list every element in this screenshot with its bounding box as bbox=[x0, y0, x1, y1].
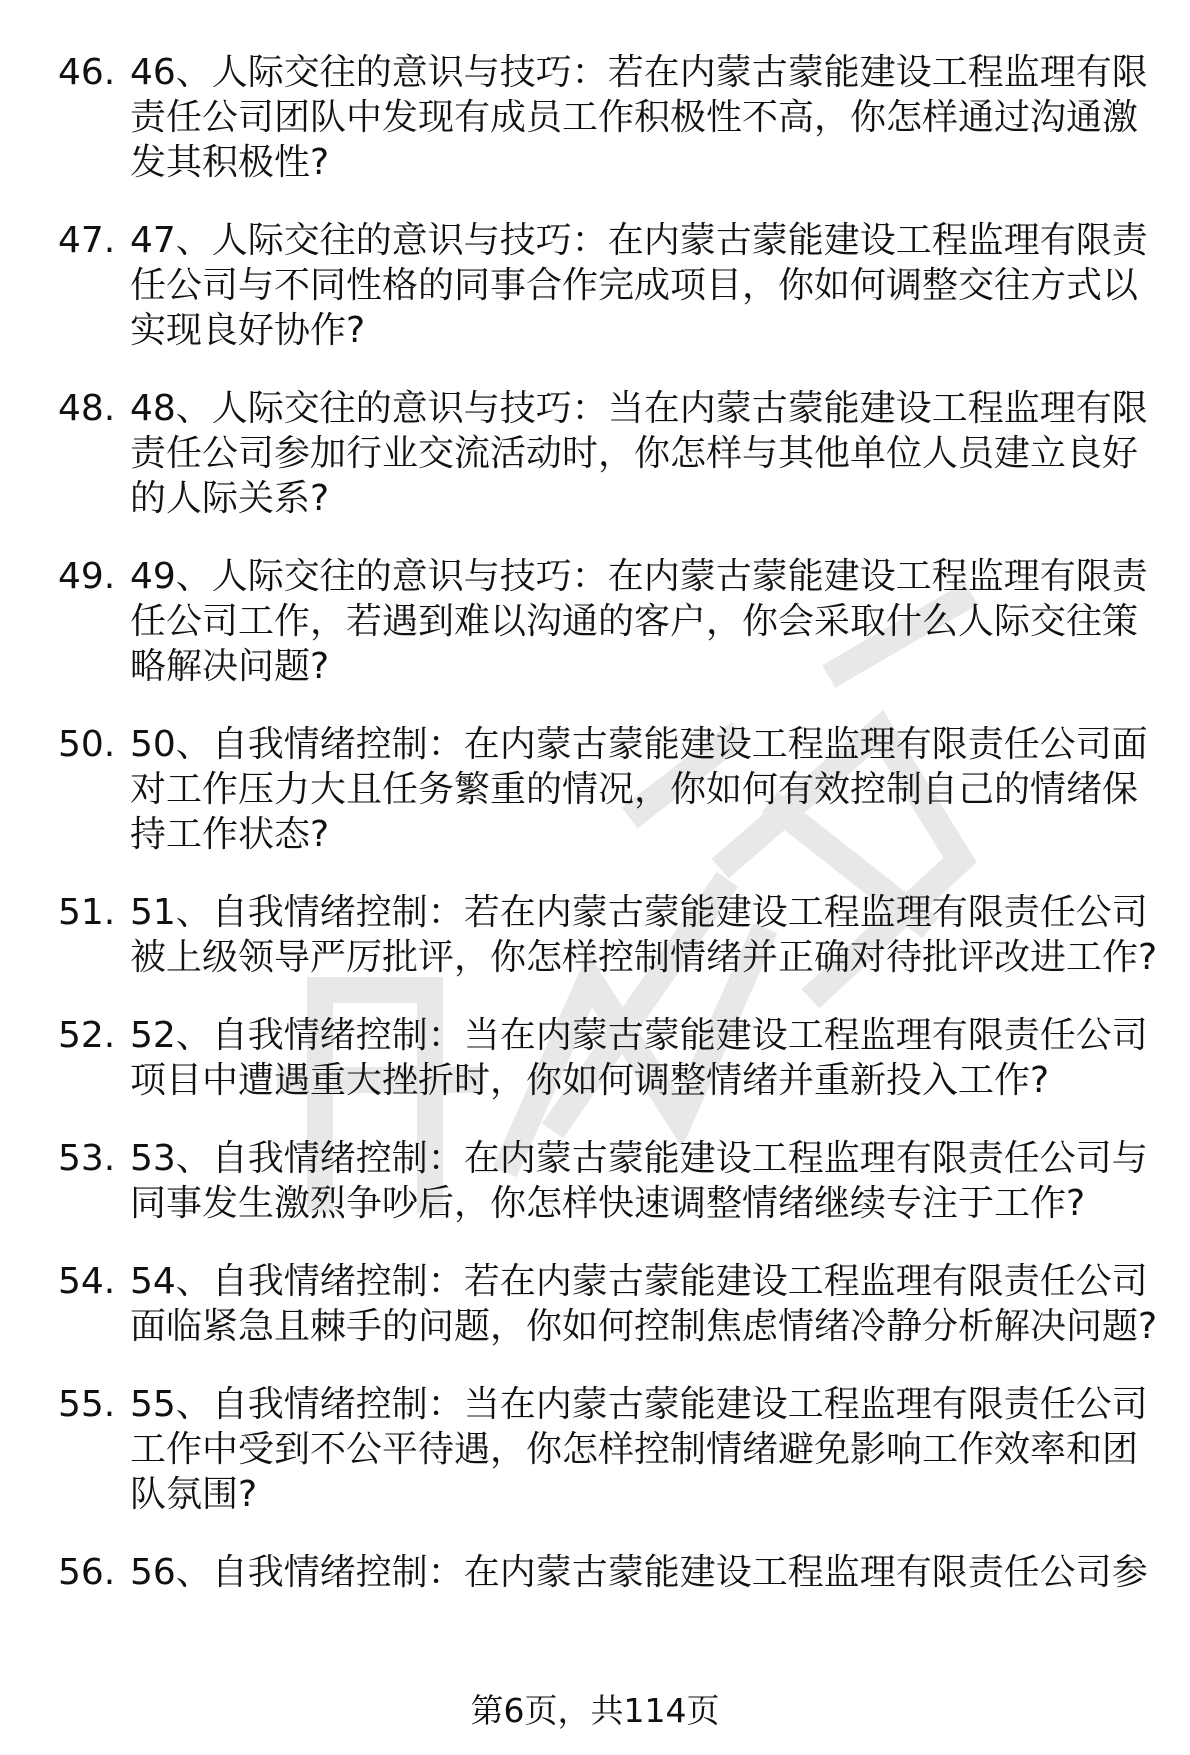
question-item bbox=[58, 554, 1158, 689]
question-item bbox=[58, 218, 1158, 353]
question-text: 47、人际交往的意识与技巧：在内蒙古蒙能建设工程监理有限责任公司与不同性格的同事合作完成项目，你如何调整交往方式以实现良好协作? bbox=[130, 220, 1148, 351]
question-item bbox=[58, 1013, 1158, 1103]
page-number-footer: 第6页，共114页 bbox=[470, 1691, 720, 1730]
question-number: 50. bbox=[58, 724, 116, 765]
question-list bbox=[58, 50, 1158, 1595]
question-number: 56. bbox=[58, 1552, 116, 1593]
question-item bbox=[58, 722, 1158, 857]
question-number: 52. bbox=[58, 1015, 116, 1056]
question-text: 55、自我情绪控制：当在内蒙古蒙能建设工程监理有限责任公司工作中受到不公平待遇，你怎样控制情绪避免影响工作效率和团队氛围? bbox=[130, 1384, 1148, 1515]
question-text: 54、自我情绪控制：若在内蒙古蒙能建设工程监理有限责任公司面临紧急且棘手的问题，你如何控制焦虑情绪冷静分析解决问题? bbox=[130, 1261, 1158, 1347]
question-number: 48. bbox=[58, 388, 116, 429]
question-item bbox=[58, 890, 1158, 980]
question-number: 51. bbox=[58, 892, 116, 933]
question-number: 54. bbox=[58, 1261, 116, 1302]
question-text: 46、人际交往的意识与技巧：若在内蒙古蒙能建设工程监理有限责任公司团队中发现有成员工作积极性不高，你怎样通过沟通激发其积极性? bbox=[130, 52, 1148, 183]
question-number: 55. bbox=[58, 1384, 116, 1425]
question-text: 51、自我情绪控制：若在内蒙古蒙能建设工程监理有限责任公司被上级领导严厉批评，你怎样控制情绪并正确对待批评改进工作? bbox=[130, 892, 1158, 978]
question-text: 53、自我情绪控制：在内蒙古蒙能建设工程监理有限责任公司与同事发生激烈争吵后，你怎样快速调整情绪继续专注于工作? bbox=[130, 1138, 1148, 1224]
question-item bbox=[58, 1382, 1158, 1517]
question-text: 48、人际交往的意识与技巧：当在内蒙古蒙能建设工程监理有限责任公司参加行业交流活动时，你怎样与其他单位人员建立良好的人际关系? bbox=[130, 388, 1148, 519]
question-number: 49. bbox=[58, 556, 116, 597]
question-text: 50、自我情绪控制：在内蒙古蒙能建设工程监理有限责任公司面对工作压力大且任务繁重的情况，你如何有效控制自己的情绪保持工作状态? bbox=[130, 724, 1148, 855]
question-item bbox=[58, 1136, 1158, 1226]
question-text: 49、人际交往的意识与技巧：在内蒙古蒙能建设工程监理有限责任公司工作，若遇到难以沟通的客户，你会采取什么人际交往策略解决问题? bbox=[130, 556, 1148, 687]
question-item bbox=[58, 1550, 1158, 1595]
question-number: 47. bbox=[58, 220, 116, 261]
question-text: 56、自我情绪控制：在内蒙古蒙能建设工程监理有限责任公司参 bbox=[130, 1552, 1148, 1593]
question-number: 53. bbox=[58, 1138, 116, 1179]
question-number: 46. bbox=[58, 52, 116, 93]
question-item bbox=[58, 1259, 1158, 1349]
question-text: 52、自我情绪控制：当在内蒙古蒙能建设工程监理有限责任公司项目中遭遇重大挫折时，你如何调整情绪并重新投入工作? bbox=[130, 1015, 1148, 1101]
question-item bbox=[58, 386, 1158, 521]
question-item bbox=[58, 50, 1158, 185]
